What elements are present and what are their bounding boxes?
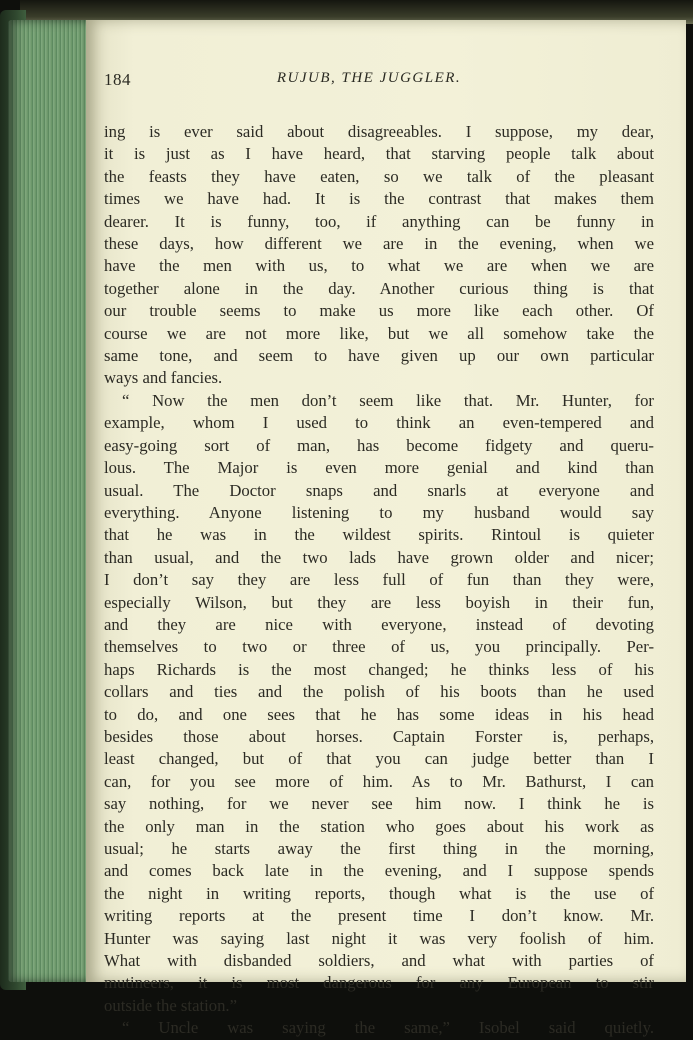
text-line: Hunter was saying last night it was very foolish of him. xyxy=(104,928,654,948)
text-line: example, whom I used to think an even-tempered and xyxy=(104,413,654,433)
text-line: “ Uncle was saying the same,” Isobel said quietly. xyxy=(122,1018,654,1038)
text-line: lous. The Major is even more genial and kind than xyxy=(104,458,654,478)
text-line: say nothing, for we never see him now. I think he is xyxy=(104,794,654,814)
page-header xyxy=(104,70,574,94)
text-line: and comes back late in the evening, and I suppose spends xyxy=(104,861,654,881)
text-line: usual; he starts away the first thing in the morning, xyxy=(104,839,654,858)
page-number: 184 xyxy=(104,70,131,89)
text-line: usual. The Doctor snaps and snarls at everyone and xyxy=(104,480,654,500)
text-line: than usual, and the two lads have grown older and nicer; xyxy=(104,547,654,567)
text-line: have the men with us, to what we are when we are xyxy=(104,256,654,276)
text-line: mutineers, it is most dangerous for any European to stir xyxy=(104,973,654,993)
text-line: especially Wilson, but they are less boyish in their fun, xyxy=(104,592,654,612)
text-line: writing reports at the present time I don’t know. Mr. xyxy=(104,906,654,926)
text-line: easy-going sort of man, has become fidgety and queru- xyxy=(104,435,654,455)
text-line: “ Now the men don’t seem like that. Mr. Hunter, for xyxy=(122,390,654,410)
text-line: everything. Anyone listening to my husband would say xyxy=(104,502,654,522)
text-line: ing is ever said about disagreeables. I suppose, my dear, xyxy=(104,122,654,141)
text-line: it is just as I have heard, that starving people talk about xyxy=(104,144,654,164)
body-text xyxy=(104,121,654,1040)
text-line: besides those about horses. Captain Forster is, perhaps, xyxy=(104,726,654,746)
text-line: can, for you see more of him. As to Mr. Bathurst, I can xyxy=(104,771,654,791)
page-edges xyxy=(8,20,88,982)
text-line: themselves to two or three of us, you principally. Per- xyxy=(104,637,654,657)
text-line: the feasts they have eaten, so we talk of the pleasant xyxy=(104,166,654,186)
text-line: course we are not more like, but we all somehow take the xyxy=(104,323,654,343)
text-line: our trouble seems to make us more like each other. Of xyxy=(104,301,654,321)
text-line: together alone in the day. Another curious thing is that xyxy=(104,278,654,298)
text-line: dearer. It is funny, too, if anything can be funny in xyxy=(104,211,654,231)
text-line: collars and ties and the polish of his boots than he used xyxy=(104,682,654,702)
running-title: RUJUB, THE JUGGLER. xyxy=(276,70,462,86)
text-line: haps Richards is the most changed; he thinks less of his xyxy=(104,659,654,679)
text-line: I don’t say they are less full of fun than they were, xyxy=(104,570,654,590)
text-line: least changed, but of that you can judge better than I xyxy=(104,749,654,769)
text-line: ways and fancies. xyxy=(104,368,223,388)
text-line: same tone, and seem to have given up our own particular xyxy=(104,346,654,366)
text-line: the night in writing reports, though what is the use of xyxy=(104,883,654,903)
text-line: these days, how different we are in the evening, when we xyxy=(104,234,654,254)
text-line: times we have had. It is the contrast that makes them xyxy=(104,189,654,209)
text-line: that he was in the wildest spirits. Rintoul is quieter xyxy=(104,525,654,545)
text-line: and they are nice with everyone, instead of devoting xyxy=(104,614,654,634)
text-line: the only man in the station who goes about his work as xyxy=(104,816,654,836)
text-line: to do, and one sees that he has some ideas in his head xyxy=(104,704,654,724)
text-line: What with disbanded soldiers, and what with parties of xyxy=(104,951,654,971)
text-line: outside the station.” xyxy=(104,995,238,1015)
